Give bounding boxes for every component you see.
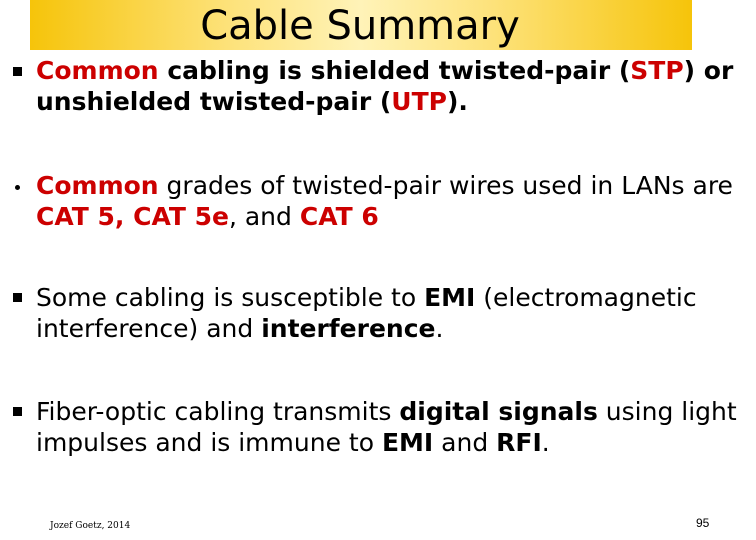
slide-title: Cable Summary — [200, 3, 520, 49]
bullet-line: CAT 5, CAT 5e, and CAT 6 — [36, 202, 379, 231]
footer-author: Jozef Goetz, 2014 — [50, 521, 131, 531]
bullet-line: impulses and is immune to EMI and RFI. — [36, 428, 550, 457]
bullet-line: interference) and interference. — [36, 314, 444, 343]
bullet-line: Some cabling is susceptible to EMI (electromagnetic — [36, 283, 697, 312]
bullet-line: Fiber-optic cabling transmits digital signals using light — [36, 397, 737, 426]
dot-bullet-icon — [15, 185, 20, 190]
square-bullet-icon — [13, 407, 22, 416]
bullet-line: unshielded twisted-pair (UTP). — [36, 87, 468, 116]
square-bullet-icon — [13, 293, 22, 302]
page-number: 95 — [696, 516, 710, 530]
bullet-line: Common grades of twisted-pair wires used in LANs are — [36, 171, 733, 200]
bullet-line: Common cabling is shielded twisted-pair (STP) or — [36, 56, 734, 85]
square-bullet-icon — [13, 67, 22, 76]
